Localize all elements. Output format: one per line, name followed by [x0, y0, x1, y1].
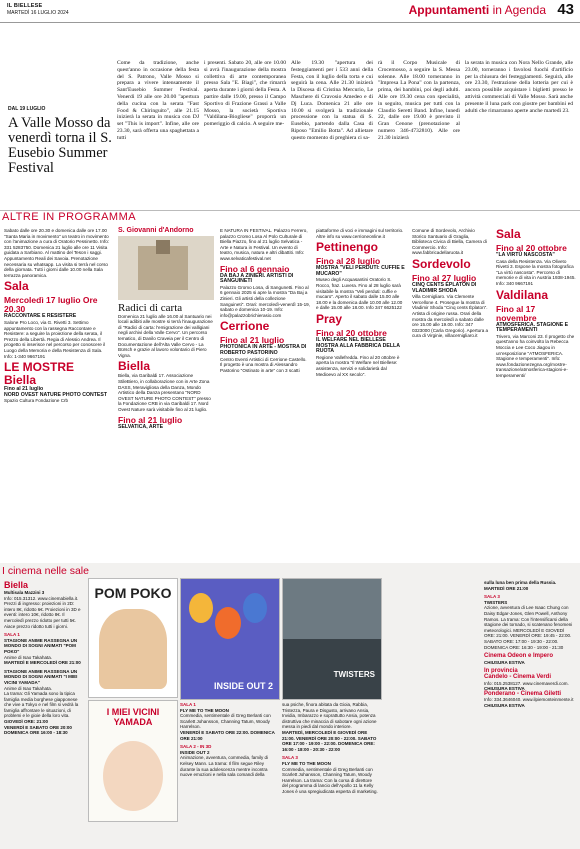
film2-title: STAGIONE ANIME RASSEGNA UN MONDO DI SOGNI ANIMATI "I MIEI VICINI YAMADA": [4, 668, 78, 685]
article-column-3: Alle 19.30 "apertura dei festeggiamenti per i 533 anni della Festa, con il luglio della torta e cui seguirà la cena. Alle 21.30 inizierà la Discesa di Cristina Mercurio, Le Maschere di Cravosio Amedeo e di Dj Luca. Domenica 21 alle ore 10.00 si svolgerà la tradizionale processione con la statua di S. Eusebio, partendo dalla Casa di Riposo "Emilio Botta". Ad allietare questo momento di preghiera ci sa-: [291, 60, 373, 141]
agenda-c5-title1: CINQ CENTS ÉPLATON DI VLADIMIR SHODA: [412, 281, 477, 294]
poster4-title: TWISTERS: [333, 670, 375, 679]
publication-name: IL BIELLESE: [7, 3, 43, 9]
agenda-c4-head1: Pettinengo: [316, 240, 378, 255]
agenda-right-date1: Fino al 20 ottobre: [496, 243, 567, 253]
col5-sala: SALA 3: [484, 594, 500, 600]
agenda-c3-title1: DA BAJ A ZINIERI. ARTISTI DI SANGUINETI: [220, 272, 294, 285]
agenda-c5-intro: Comune di Sordevolo, Archivio Storico Santuario di Graglia, Biblioteca Civica di Biella, Camera di Commercio. Info: www.fabbricadellaruota.it: [412, 228, 487, 256]
movies-col-5: [484, 580, 574, 708]
agenda-c4-date2: Fino al 20 ottobre: [316, 327, 387, 338]
lead-kicker: DAL 19 LUGLIO: [8, 106, 46, 112]
agenda-c3-date2: Fino al 21 luglio: [220, 335, 285, 346]
province-label: In provincia: [484, 668, 518, 675]
col4-sala: SALA 3: [282, 755, 298, 761]
movies-city: Biella: [4, 580, 29, 590]
film2-time2: VENERDÌ E SABATO ORE 20:00: [4, 724, 72, 730]
poster3-title: INSIDE OUT 2: [213, 681, 273, 691]
cinema-name: Multisala Mazzini 3: [4, 590, 45, 595]
col3-film2: INSIDE OUT 2: [180, 749, 210, 755]
agenda-c4-body1: Museo degli Acquasantini Oratorio S. Rocco, fraz. Luvera. Fino al 28 luglio sarà visitabile la mostra "Veli perduti: cuffie e mucaro". Aperto il sabato dalle 15.00 alle 18.00 e la domenica dalle 10.00 alle 12.00 e dalle 15.00 alle 18.00. Info 347 6625122: [316, 277, 403, 311]
agenda-c4-intro: piattaforme di voci e immagini sul territorio. Altre info su www.cerrioneonline.it: [316, 228, 404, 239]
col3-film: FLY ME TO THE MOON: [180, 707, 229, 713]
col3-plot: Commedia, sentimentale di Greg Berlanti con Scarlett Johansson, Channing Tatum, Woody Harrelson.: [180, 713, 271, 730]
agenda-left-date1: Mercoledì 17 luglio Ore 20.30: [4, 295, 98, 315]
col5-plot: sulla luna ben prima della Russia. MARTEDÌ ORE 21:00: [484, 580, 557, 591]
agenda-right-head2: Valdilana: [496, 287, 549, 302]
film2-time1: GIOVEDÌ ORE: 21:00: [4, 719, 49, 725]
agenda-left-head2: LE MOSTRE: [4, 360, 75, 375]
poster-yamada: [88, 700, 178, 822]
movies-col-3: [180, 702, 276, 778]
agenda-c3-body2: Centro Eventi Artistici di Cerrione Castello. Il progetto è una mostra di Alessandro Pastorino "Ostinato in arte" con 3 scatti: [220, 356, 307, 373]
agenda-c4: [316, 228, 406, 379]
movies-section-title: I cinema nelle sale: [2, 565, 89, 577]
film1-title: STAGIONE ANIME RASSEGNA UN MONDO DI SOGNI ANIMATI "POM POKO": [4, 637, 78, 654]
closed3-status: CHIUSURA ESTIVA: [484, 702, 525, 708]
closed2-status: CHIUSURA ESTIVA: [484, 686, 525, 692]
movies-col-4: [282, 702, 378, 795]
agenda-c4-body2: Regione Vallefredda. Fino al 20 ottobre è aperta la mostra "Il Welfare nel Biellese: assistenza, servizi e solidarietà dal Medioevo al XX secolo".: [316, 354, 400, 377]
film2-plot: La trama: Gli Yamada sono la tipica famiglia media borghese giapponese che vive a Tokyo e nel film si vedrà la famiglia affrontare le situazioni, di problemi e le gioie della loro vita.: [4, 691, 79, 719]
agenda-right-head1: Sala: [496, 227, 521, 241]
article-column-5: la serata in musica con Nora Nello Grande, alle 23.00, torneranno i favolosi fuochi d'artificio per la chiusura dei festeggiamenti. Seguirà, alle ore 23.30, l'estrazione della lotteria per cui è ancora possibile acquistare i biglietti presso le attività commerciali di Valle Mosso. Sarà anche presente il luna park con giostre per bambini ed adulti che rimarranno aperte anche martedì 23.: [465, 60, 573, 114]
agenda-c5-date1: Fino al 27 luglio: [412, 272, 477, 283]
article-column-1: Come da tradizione, anche quest'anno in occasione della festa del S. Patrono, Valle Mosso si prepara a vivere intensamente il Sant'Eusebio Summer Festival. Venerdì 19 alle ore 20.00 "apertura della cucina con la serata "Fast Food & Chiringuito", alle 21.15 inizierà la serata in musica con DJ set "This is import". Infine, alle ore 23.30, sarà offerta una spaghettata a tutti: [117, 60, 199, 141]
agenda-c3-head2: Cerrione: [220, 319, 270, 334]
band-label: ALTRE IN PROGRAMMA: [2, 211, 137, 223]
col3-sala: SALA 1: [180, 702, 196, 707]
agenda-left-date3: Fino al 21 luglio: [4, 386, 44, 393]
agenda-left-body3: Spazio Cultura Fondazione Crb: [4, 398, 69, 404]
agenda-left-intro: Sabato dalle ore 20.30 e domenica dalle ore 17.00 "Santa Maria in movimento" un teatro in movimento con l'animazione a cura di Oratorio Pessinetto. Info: 331 5283750. Domenica 21 luglio alle ore 11 Visita guidata a Sarbiano. Al mattino del Teson i saggi. Appuntamento Reali dei Savoia. Prenotazione necessaria su whatsapp. La visita si terrà nel corso della giornata. Tutti i giorni dalle 10.00 nella Sala terrazza panoramica.: [4, 228, 110, 278]
agenda-c4-title2: IL WELFARE NEL BIELLESE MOSTRA ALLA FABBRICA DELLA RUOTA: [316, 336, 400, 355]
col4-time: MARTEDÌ, MERCOLEDÌ E GIOVEDÌ ORE 21:00. VENERDÌ ORE 20:00 - 22:00. SABATO ORE 17:00 - 19:00 - 22:00. DOMENICA ORE: 16:00 - 18:00 - 20:30 - 22:00: [282, 729, 377, 752]
closed3-info: Info: 334.3646040. www.ilpiemonteinmente.it: [484, 697, 574, 703]
agenda-c3-title2: PHOTONICA IN ARTE - MOSTRA DI ROBERTO PASTORINO: [220, 344, 307, 356]
agenda-mid-head2: Biella: [118, 359, 151, 374]
agenda-mid-title3: SELVATICA, ARTE: [118, 423, 164, 430]
movies-col-1: [4, 580, 84, 736]
lead-title: A Valle Mosso da venerdì torna il S. Eusebio Summer Festival: [8, 115, 112, 176]
section-prefix: Appuntamenti: [408, 3, 490, 17]
poster2-title: I MIEI VICINI YAMADA: [106, 707, 160, 727]
col5-plot2: Azione, avventura di Lee Isaac Chung con Daisy Edgar-Jones, Glen Powell, Anthony Ramos. La trama: Con l'intensificarsi della stagione dei tornado, si scatenano fenomeni meteorologici. MERCOLEDÌ E GIOVEDÌ ORE: 21:00. VENERDÌ ORE: 19:45 - 22:00. SABATO ORE: 17:00 - 19:30 - 22:00. DOMENICA ORE: 16:30 - 19:00 - 21:30: [484, 605, 573, 650]
poster-inside-out-2: [180, 578, 280, 700]
agenda-left: [4, 228, 110, 406]
film2-time3: DOMENICA ORE 16:00 - 18:30: [4, 730, 68, 736]
closed1-status: CHIUSURA ESTIVA: [484, 659, 525, 665]
agenda-c5-body1: Villa Cernigliaro. Via Clemente Vercellone 4. Prosegue la mostra di Vladimir Shoda "Cinq cents Éplaton". Artista di origine russa. Orari della mostra da mercoledì a sabato dalle ore 15.00 alle 19.00. Info: 347 0323000 (Carla Gregorio). Apertura a cura di Virginie, villacernigliaro.it: [412, 294, 489, 339]
agenda-mid-date3: Fino al 21 luglio: [118, 414, 183, 425]
agenda-mid-head1: S. Giovanni d'Andorno: [118, 227, 194, 234]
col4-film: FLY ME TO THE MOON: [282, 760, 331, 766]
agenda-right-title1: "LA VIRTÙ NASCOSTA": [496, 252, 555, 258]
issue-date: MARTEDÌ 16 LUGLIO 2024: [7, 10, 69, 16]
agenda-mid-body1: Domenica 21 luglio alle 16.00 al Santuario nei locali adibiti alle mostre si terrà l'inaugurazione di "Radici di carta: l'emigrazione dei valligiani negli archivi della Valle Cervo". Un percorso tematico, di Danilo Craveia per il Centro di Documentazione dell'Alta Valle Cervo - La Bürsch e grazie al lavoro volontario di Piero Vigna.: [118, 313, 213, 358]
agenda-mid-title1: Radici di carta: [118, 301, 183, 314]
agenda-left-body1: Salone Pro Loco, via G. Rivetti 3. Settimo appuntamento con la rassegna Raccontare e Resistere: a seguire la proiezione della serata, il Prezzo della Libertà. Regia di Alessio Andrea. Il progetto si inserisce nel percorso per conoscere il Luogo della Memoria e della Resistenza di Sala. Info: 1-340 9667191: [4, 319, 106, 359]
agenda-c5-head1: Sordevolo: [412, 256, 471, 271]
col4-plot: sua psiche, finora abitata da Gioia, Rabbia, Tristezza, Paura e Disgusto, arrivano Ansia, Invidia, Imbarazzo e soprattutto Ansia, potenza distruttiva che minaccia di sabotare ogni azione messa in piedi dal mondo interiore.: [282, 702, 377, 730]
closed3-name: Ponderano - Cinema Giletti: [484, 690, 562, 697]
article-column-2: i presenti. Sabato 20, alle ore 10.00 si avrà l'inaugurazione della mostra collettiva di arte contemporanea presso Sala "E. Biagi", che rimarrà aperta durante i giorni della Festa. A partire dalle 19.00, presso il Campo Sportivo di Frazione Grassi a Valle Mosso, la società Sportiva "Valdilana-Biogliese" proporrà un pomeriggio di calcio. A seguire me-: [204, 60, 286, 128]
agenda-left-head1: Sala: [4, 279, 29, 294]
section-title: [409, 3, 546, 17]
film2-note: Anime di Isao Takahata.: [4, 685, 52, 691]
page-number: 43: [557, 1, 574, 18]
poster-pom-poko: [88, 578, 178, 698]
sala-label: SALA 1: [4, 632, 20, 638]
agenda-left-title1: RACCONTARE E RESISTERE: [4, 313, 77, 320]
agenda-left-title3: NORD OVEST NATURE PHOTO CONTEST: [4, 391, 107, 398]
agenda-mid-body2: Biella, via Garibaldi 17. Associazione StileBiero, in collaborazione con in Arte Zona DASS, Meravigliosa della Danza, Mondo Artistico della Danza presentano "NORD OVEST NATURE PHOTO CONTEST" presso la Fondazione CRB in via Garibaldi 17. Nord Ovest Nature sarà visitabile fino al 21 luglio.: [118, 373, 211, 412]
col5-film: TWISTERS: [484, 599, 508, 605]
agenda-c4-head2: Pray: [316, 311, 343, 326]
poster-twisters: [282, 578, 382, 700]
cinema-info: Info: 015.31312. www.cinemabiella.it. Prezzi di ingresso: proiezioni in 2D: intero 8€, ridotto 6€. Proiezioni in 3D e eventi: intero 10€, ridotto 8€. Il mercoledì prezzo ridotto per tutti 5€. Aiace prezzo ridotto tutti i giorni.: [4, 595, 81, 629]
col3-time: VENERDÌ E SABATO ORE 22:00. DOMENICA ORE 21:00: [180, 729, 275, 741]
agenda-left-head3: Biella: [4, 373, 37, 388]
col4-plot2: Commedia, sentimentale di Greg Berlanti con Scarlett Johansson, Channing Tatum, Woody Harrelson. La trama: Con la corsa di direttore del programma di lancio dell'Apollo 11 la Kelly Jones è una spregiudicata esperta di marketing.: [282, 766, 378, 794]
church-photo: [118, 236, 214, 300]
article-column-4: rà il Corpo Musicale di Crocemosso, a seguire la S. Messa solenne. Alle 18.00 torneranno in "Impresa La Pona" con la partenza, prima, dei bambini, poi degli adulti. Alle ore 19.30 cena con specialità, in seguito, musica per tutti con la Claudio Seretti Band. Infine, lunedì 22, dalle ore 19.00 è previsto il Gran Cenone (prenotazione al numero 346-4732810). Alle ore 21.30 inizierà: [378, 60, 460, 141]
agenda-c4-title1: MOSTRA "VELI PERDUTI: CUFFIE E MUCARO": [316, 265, 405, 277]
closed2-info: Info: 015.2538127. www.cinemaverdi.com.: [484, 680, 569, 686]
poster1-title: POM POKO: [94, 585, 172, 601]
agenda-c3-body1: Palazzo Gromo Losa, di Sangunetti. Fino al 6 gennaio 2025 si apre la mostra "Da Baj a Zinieri. Gli artisti della collezione Sanguineti". Orari: mercoledì-venerdì 15-19, sabato e domenica 10-19. Info: info@palazzobrichierasio.com: [220, 284, 310, 318]
agenda-right: [496, 228, 576, 381]
agenda-c3: [220, 228, 310, 375]
section-suffix: in Agenda: [492, 3, 546, 17]
agenda-right-title2: ATMOSFERICA. STAGIONE E TEMPERAMENTI: [496, 321, 569, 334]
agenda-c3-intro: E NATURA IN FESTIVAL. Palazzo Ferrero, palazzo Cromo Losa Al Polo Culturale di Biella Piazzo, fino al 21 luglio Selvatica - Arte e Natura in Festival. Un evento di teatro, musica, natura e altri dibattiti. Info: www.selvaticafestival.net: [220, 228, 308, 261]
agenda-mid: [118, 228, 214, 430]
agenda-right-date2: Fino al 17 novembre: [496, 303, 537, 323]
film1-note: Anime di Isao Takahata.: [4, 654, 52, 660]
program-band: [0, 210, 580, 223]
col3-sala2: SALA 2 - IN 3D: [180, 744, 212, 750]
closed2-name: Candelo - Cinema Verdi: [484, 673, 552, 680]
agenda-c3-head1: Fino al 6 gennaio: [220, 263, 290, 274]
lead-article-heading: [8, 106, 113, 176]
agenda-right-body1: Casa della Resistenza. Via Oliveto Rivetti 3. Espone la mostra fotografica "La virtù nascosta". Percorso di memorie e di vita in Austria 1938-1945. Info: 340 9667191: [496, 258, 576, 286]
agenda-right-body2: Trivero, via Marconi 23. Il progetto che quest'anno ha coinvolto la Rebecca Moccia e Lee Coco Jiagou in un'esposizione "ATMOSFERICA. Stagione e temperamenti". Info: www.fondazionezegna.org/mostre-transazione/atmosferica-stagioni-e-temperamenti/: [496, 333, 575, 378]
closed1-name: Cinema Odeon e Impero: [484, 653, 554, 660]
agenda-c5: [412, 228, 490, 341]
page-header: [0, 0, 580, 23]
col3-plot2: Animazione, avventura, commedia, family di Kelsey Mann. La trama: Il film segue Riley durante la sua adolescenza mentre incontra nuove emozioni e nella sala comandi della: [180, 755, 269, 778]
agenda-c4-date1: Fino al 28 luglio: [316, 256, 381, 267]
film1-time: MARTEDÌ E MERCOLEDÌ ORE 21:00: [4, 660, 81, 666]
